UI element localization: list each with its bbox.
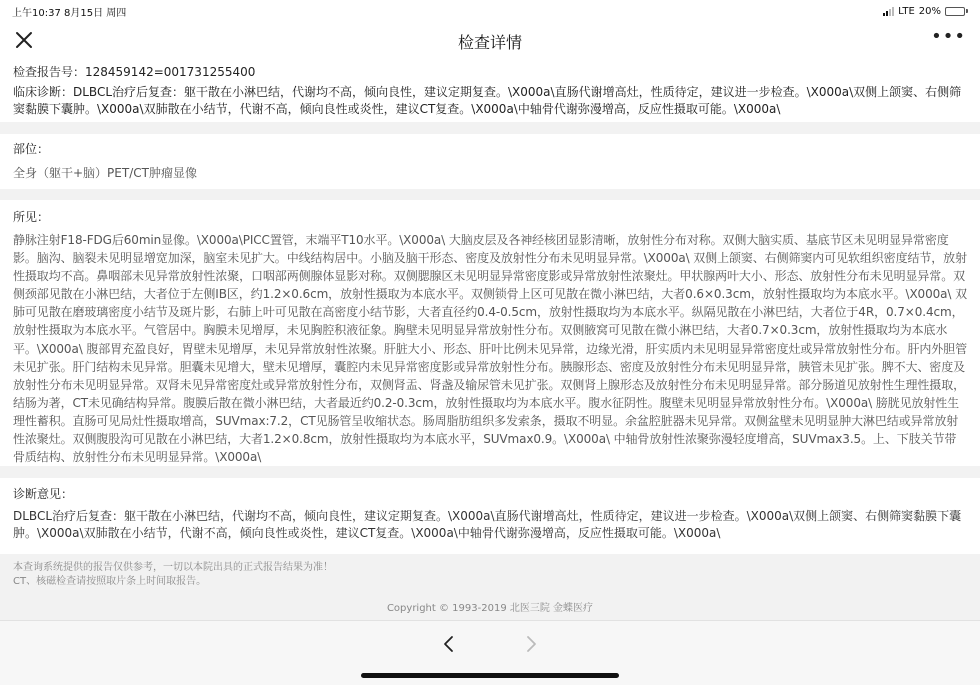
disclaimer-line-2: CT、核磁检查请按照取片条上时间取报告。 [13, 576, 207, 587]
battery-icon [945, 7, 968, 16]
status-indicators [883, 6, 968, 17]
status-bar [0, 0, 980, 22]
diagnosis-label: 诊断意见： [13, 487, 74, 501]
findings-card [0, 200, 980, 466]
network-type: LTE [898, 5, 915, 17]
more-options-icon[interactable]: ••• [931, 26, 966, 47]
diagnosis-card [0, 478, 980, 554]
browser-bottom-bar [0, 620, 980, 685]
disclaimer-line-1: 本查询系统提供的报告仅供参考，一切以本院出具的正式报告结果为准！ [13, 562, 333, 573]
findings-value: 静脉注射F18-FDG后60min显像。\X000a\PICC置管，末端平T10水平。\X000a\ 大脑皮层及各神经核团显影清晰，放射性分布对称。双侧大脑实质、基底节区未见明显异常密度影。脑沟、脑裂未见明显增宽加深，脑室未见扩大。中线结构居中。小脑及脑干形态、密度及放射性分布未见明显异常。\X000a\ 双侧上颌窦、右侧筛窦内可见软组织密度结节，放射性摄取均不高。鼻咽部未见异常放射性浓聚，口咽部两侧腺体显影对称。双侧腮腺区未见明显异常密度影或异常放射性浓聚灶。甲状腺两叶大小、形态、放射性分布未见明显异常。双侧颈部见散在小淋巴结，大者位于左侧IB区，约1.2×0.6cm，放射性摄取为本底水平。双侧锁骨上区可见散在微小淋巴结，大者0.6×0.3cm，放射性摄取均为本底水平。\X000a\ 双肺可见散在磨玻璃密度小结节及斑片影，右肺上叶可见散在高密度小结节影，大者直径约0.4-0.5cm，放射性摄取均为本底水平。纵隔见散在小淋巴结，大者位于4R，0.7×0.4cm，放射性摄取为本底水平。气管居中。胸膜未见增厚，未见胸腔积液征象。胸壁未见明显异常放射性分布。双侧腋窝可见散在微小淋巴结，大者0.7×0.3cm，放射性摄取均为本底水平。\X000a\ 腹部胃充盈良好，胃壁未见增厚，未见异常放射性浓聚。肝脏大小、形态、肝叶比例未见异常，边缘光滑，肝实质内未见明显异常密度灶或异常放射性分布。肝内外胆管未见扩张。肝门结构未见异常。胆囊未见增大，壁未见增厚，囊腔内未见异常密度影或异常放射性分布。胰腺形态、密度及放射性分布未见明显异常，胰管未见扩张。脾不大、密度及放射性分布未见明显异常。双肾未见异常密度灶或异常放射性分布，双侧肾盂、肾盏及输尿管未见扩张。双侧肾上腺形态及放射性分布未见明显异常。部分肠道见放射性生理性摄取，结肠为著，CT未见确结构异常。腹膜后散在微小淋巴结，大者最近约0.2-0.3cm，放射性摄取均为本底水平。腹水征阴性。腹壁未见明显异常放射性分布。\X000a\ 膀胱见放射性生理性蓄积。直肠可见局灶性摄取增高，SUVmax:7.2，CT见肠管呈收缩状态。肠周脂肪组织多发索条，摄取不明显。余盆腔脏器未见异常。双侧盆壁未见明显肿大淋巴结或异常放射性浓聚灶。双侧腹股沟可见散在小淋巴结，大者1.2×0.8cm，放射性摄取均为本底水平，SUVmax0.9。\X000a\ 中轴骨放射性浓聚弥漫轻度增高，SUVmax3.5。上、下肢关节带骨质结构、放射性分布未见明显异常。\X000a\ [13, 233, 967, 465]
back-arrow-icon[interactable] [440, 634, 458, 654]
home-indicator[interactable] [361, 673, 619, 678]
site-value: 全身（躯干+脑）PET/CT肿瘤显像 [13, 166, 197, 180]
cellular-signal-icon [883, 7, 894, 16]
clinical-diagnosis: 临床诊断：DLBCL治疗后复查：躯干散在小淋巴结，代谢均不高，倾向良性，建议定期复查。\X000a\直肠代谢增高灶，性质待定，建议进一步检查。\X000a\双侧上颌窦、右侧筛窦黏膜下囊肿。\X000a\双肺散在小结节，代谢不高，倾向良性或炎性，建议CT复查。\X000a\中轴骨代谢弥漫增高，反应性摄取可能。\X000a\ [13, 85, 962, 116]
battery-percent: 20% [918, 5, 941, 17]
findings-label: 所见： [13, 210, 50, 224]
page-title: 检查详情 [457, 32, 522, 52]
report-info-card [0, 60, 980, 122]
close-icon[interactable] [14, 30, 34, 50]
site-label: 部位： [13, 142, 50, 156]
nav-bar [0, 22, 980, 60]
site-card [0, 134, 980, 189]
copyright: Copyright © 1993-2019 北医三院 金蝶医疗 [386, 603, 594, 614]
report-number: 检查报告号：128459142=001731255400 [13, 65, 256, 79]
status-time-date: 上午10:37 8月15日 周四 [12, 7, 127, 19]
diagnosis-value: DLBCL治疗后复查：躯干散在小淋巴结，代谢均不高，倾向良性，建议定期复查。\X000a\直肠代谢增高灶，性质待定，建议进一步检查。\X000a\双侧上颌窦、右侧筛窦黏膜下囊肿。\X000a\双肺散在小结节，代谢不高，倾向良性或炎性，建议CT复查。\X000a\中轴骨代谢弥漫增高，反应性摄取可能。\X000a\ [13, 509, 962, 540]
disclaimer [13, 561, 333, 589]
forward-arrow-icon[interactable] [522, 634, 540, 654]
